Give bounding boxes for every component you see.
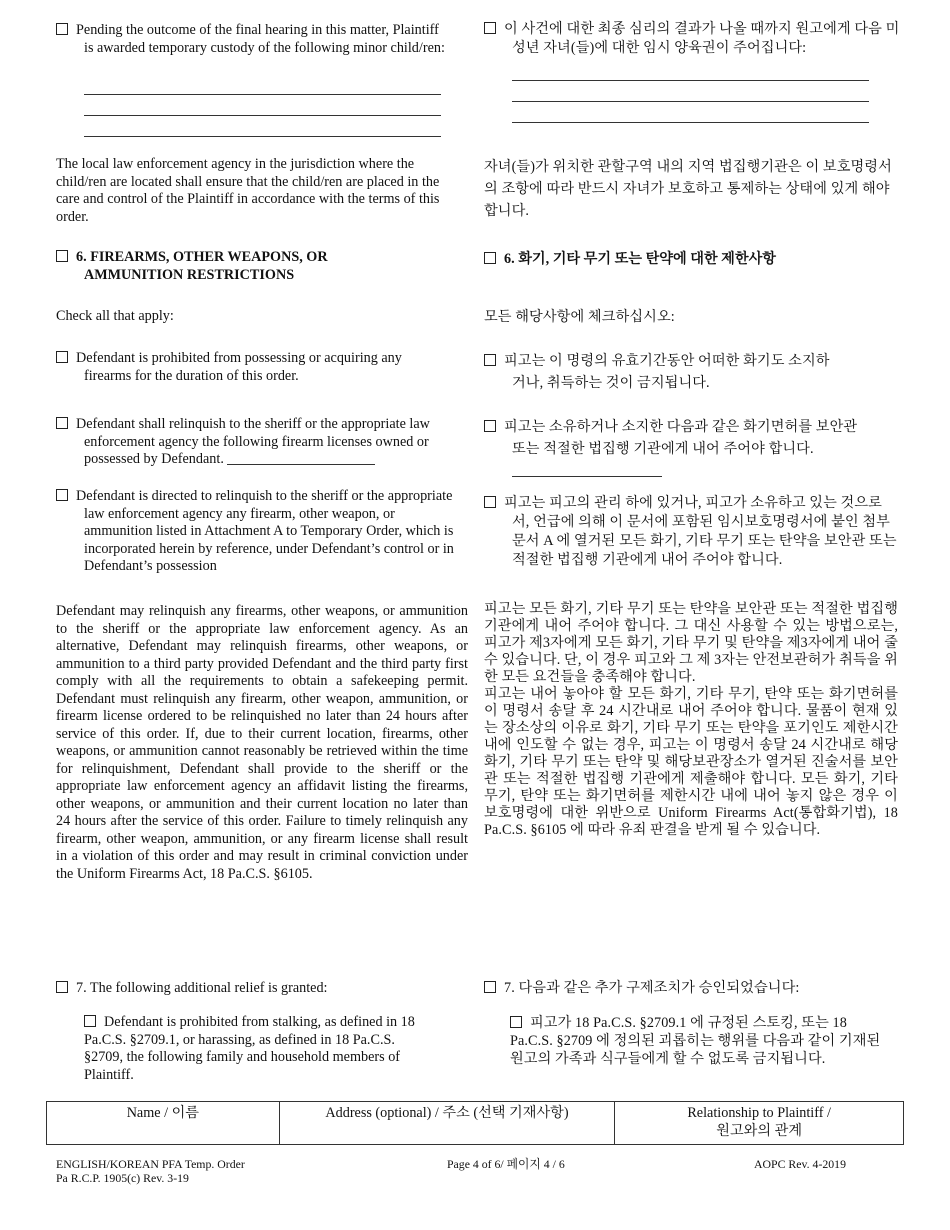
section6-heading-en: 6. FIREARMS, OTHER WEAPONS, OR AMMUNITION RESTRICTIONS bbox=[56, 249, 386, 284]
custody-blank-lines-en bbox=[84, 74, 441, 137]
law-enforcement-para-ko: 자녀(들)가 위치한 관할구역 내의 지역 법집행기관은 이 보호명령서의 조항에 따라 반드시 자녀가 보호하고 통제하는 상태에 있게 해야 합니다. bbox=[484, 159, 892, 219]
relinquish-para-ko bbox=[484, 601, 898, 839]
firearm-prohibit-checkbox-ko[interactable] bbox=[484, 354, 496, 366]
custody-item-ko bbox=[484, 20, 904, 58]
custody-checkbox-ko[interactable] bbox=[484, 22, 496, 34]
section6-checkbox-ko[interactable] bbox=[484, 252, 496, 264]
firearm-prohibit-checkbox[interactable] bbox=[56, 351, 68, 363]
child-blank-ko-1[interactable] bbox=[512, 60, 869, 81]
weapon-relinquish-checkbox-ko[interactable] bbox=[484, 496, 496, 508]
license-relinquish-item-en: Defendant shall relinquish to the sheriff or the appropriate law enforcement agency the following firearm licenses owned or possessed by Defendant. bbox=[56, 416, 456, 469]
relinquish-para-ko-2: 피고는 내어 놓아야 할 모든 화기, 기타 무기, 탄약 또는 화기면허를 이 명령서 송달 후 24 시간내로 내어 주어야 합니다. 물품이 현재 있는 장소상의 이유로 화기, 기타 무기 또는 탄약을 포기인도 제한시간 내에 인도할 수 없는 경우, 피고는 이 명령서 송달 24 시간내로 해당 화기, 기타 무기 또는 탄약 및 해당보관장소가 열거된 진술서를 보안관 또는 적절한 법집행 기관에게 제출해야 합니다. 모든 화기, 기타 무기, 탄약 또는 화기면허를 제한시간 내에 내어 놓지 않은 경우 이 보호명령에 대한 위반으로 Uniform Firearms Act(통합화기법), 18 Pa.C.S. §6105 에 따라 유죄 판결을 받게 될 수 있습니다. bbox=[484, 686, 898, 838]
weapon-relinquish-item-en: Defendant is directed to relinquish to the sheriff or the appropriate law enforcement agency any firearm, other weapon, or ammunition listed in Attachment A to Temporary Order, which is incorporated herein by reference, under Defendant’s control or in Defendant’s possession bbox=[56, 488, 466, 576]
license-blank-ko[interactable] bbox=[512, 463, 662, 477]
child-blank-2[interactable] bbox=[84, 95, 441, 116]
child-blank-1[interactable] bbox=[84, 74, 441, 95]
license-relinquish-item-ko: 피고는 소유하거나 소지한 다음과 같은 화기면허를 보안관 또는 적절한 법집행 기관에게 내어 주어야 합니다. bbox=[484, 416, 869, 482]
stalking-item-en: Defendant is prohibited from stalking, as defined in 18 Pa.C.S. §2709.1, or harassing, as defined in 18 Pa.C.S. §2709, the following family and household members of Plaintiff. bbox=[84, 1014, 415, 1083]
custody-text-en: Pending the outcome of the final hearing in this matter, Plaintiff is awarded temporary custody of the following minor child/ren: bbox=[76, 22, 445, 56]
section6-checkbox[interactable] bbox=[56, 250, 68, 262]
firearm-prohibit-item-en: Defendant is prohibited from possessing or acquiring any firearms for the duration of this order. bbox=[56, 350, 436, 385]
footer-form-title: ENGLISH/KOREAN PFA Temp. Order bbox=[56, 1157, 245, 1171]
relinquish-para-ko-1: 피고는 모든 화기, 기타 무기 또는 탄약을 보안관 또는 적절한 법집행 기관에게 내어 주어야 합니다. 그 대신 사용할 수 있는 방법으로는, 피고가 제3자에게 모든 화기, 기타 무기 및 탄약을 제3자에게 내어 줄 수 있습니다. 단, 이 경우 피고와 그 제 3자는 안전보관허가 취득을 위한 모든 요건들을 충족해야 합니다. bbox=[484, 601, 898, 685]
custody-item-en bbox=[56, 22, 446, 57]
stalking-item-ko: 피고가 18 Pa.C.S. §2709.1 에 규정된 스토킹, 또는 18 Pa.C.S. §2709 에 정의된 괴롭히는 행위를 다음과 같이 기재된 원고의 가족과 식구들에게 할 수 없도록 금지됩니다. bbox=[510, 1015, 881, 1067]
footer-rule: Pa R.C.P. 1905(c) Rev. 3-19 bbox=[56, 1171, 189, 1185]
license-blank[interactable] bbox=[227, 451, 375, 465]
license-relinquish-checkbox-ko[interactable] bbox=[484, 420, 496, 432]
custody-blank-lines-ko bbox=[512, 60, 869, 123]
custody-text-ko: 이 사건에 대한 최종 심리의 결과가 나올 때까지 원고에게 다음 미성년 자녀(들)에 대한 임시 양육권이 주어집니다: bbox=[504, 21, 900, 56]
household-members-table bbox=[46, 1101, 904, 1145]
col-address-header: Address (optional) / 주소 (선택 기재사항) bbox=[279, 1102, 615, 1145]
section6-heading-ko: 6. 화기, 기타 무기 또는 탄약에 대한 제한사항 bbox=[484, 251, 904, 269]
footer-left bbox=[56, 1157, 245, 1185]
weapon-relinquish-item-ko: 피고는 피고의 관리 하에 있거나, 피고가 소유하고 있는 것으로서, 언급에 의해 이 문서에 포함된 임시보호명령서에 붙인 첨부문서 A 에 열거된 모든 화기, 기타 무기 또는 탄약을 보안관 또는 적절한 법집행 기관에게 내어 주어야 합니다. bbox=[484, 494, 899, 570]
weapon-relinquish-checkbox[interactable] bbox=[56, 489, 68, 501]
section7-checkbox[interactable] bbox=[56, 981, 68, 993]
col-relationship-header: Relationship to Plaintiff / 원고와의 관계 bbox=[615, 1102, 904, 1145]
check-all-ko: 모든 해당사항에 체크하십시오: bbox=[484, 309, 675, 325]
child-blank-3[interactable] bbox=[84, 116, 441, 137]
section7-item-ko: 7. 다음과 같은 추가 구제조치가 승인되었습니다: bbox=[484, 980, 904, 998]
firearm-prohibit-item-ko: 피고는 이 명령의 유효기간동안 어떠한 화기도 소지하거나, 취득하는 것이 금지됩니다. bbox=[484, 350, 834, 394]
law-enforcement-para-en: The local law enforcement agency in the jurisdiction where the child/ren are located shall ensure that the child/ren are placed in the care and control of the Plaintiff in accordance with the terms of this order. bbox=[56, 156, 440, 225]
relinquish-para-en: Defendant may relinquish any firearms, other weapons, or ammunition to the sheriff or the appropriate law enforcement agency. As an alternative, Defendant may relinquish firearms, other weapons, or ammunition to a third party provided Defendant and the third party first comply with all the requirements to obtain a safekeeping permit. Defendant must relinquish any firearm, other weapon, ammunition, or firearm license ordered to be relinquished no later than 24 hours after service of this order. If, due to their current location, firearms, other weapons, or ammunition cannot reasonably be retrieved within the time for relinquishment, Defendant shall provide to the sheriff or the appropriate law enforcement agency an affidavit listing the firearms, other weapons, or ammunition and their current location no later than 24 hours after the service of this order. Failure to timely relinquish any firearm, other weapon, ammunition, or any firearm license shall result in a violation of this order and may result in criminal conviction under the Uniform Firearms Act, 18 Pa.C.S. §6105. bbox=[56, 603, 468, 882]
custody-checkbox[interactable] bbox=[56, 23, 68, 35]
footer-revision: AOPC Rev. 4-2019 bbox=[754, 1157, 846, 1171]
license-relinquish-checkbox[interactable] bbox=[56, 417, 68, 429]
col-name-header: Name / 이름 bbox=[47, 1102, 280, 1145]
section7-checkbox-ko[interactable] bbox=[484, 981, 496, 993]
section7-item-en: 7. The following additional relief is granted: bbox=[56, 980, 446, 998]
footer-page-number: Page 4 of 6/ 페이지 4 / 6 bbox=[447, 1157, 565, 1171]
stalking-checkbox[interactable] bbox=[84, 1015, 96, 1027]
stalking-checkbox-ko[interactable] bbox=[510, 1016, 522, 1028]
child-blank-ko-2[interactable] bbox=[512, 81, 869, 102]
child-blank-ko-3[interactable] bbox=[512, 102, 869, 123]
check-all-en: Check all that apply: bbox=[56, 308, 174, 324]
